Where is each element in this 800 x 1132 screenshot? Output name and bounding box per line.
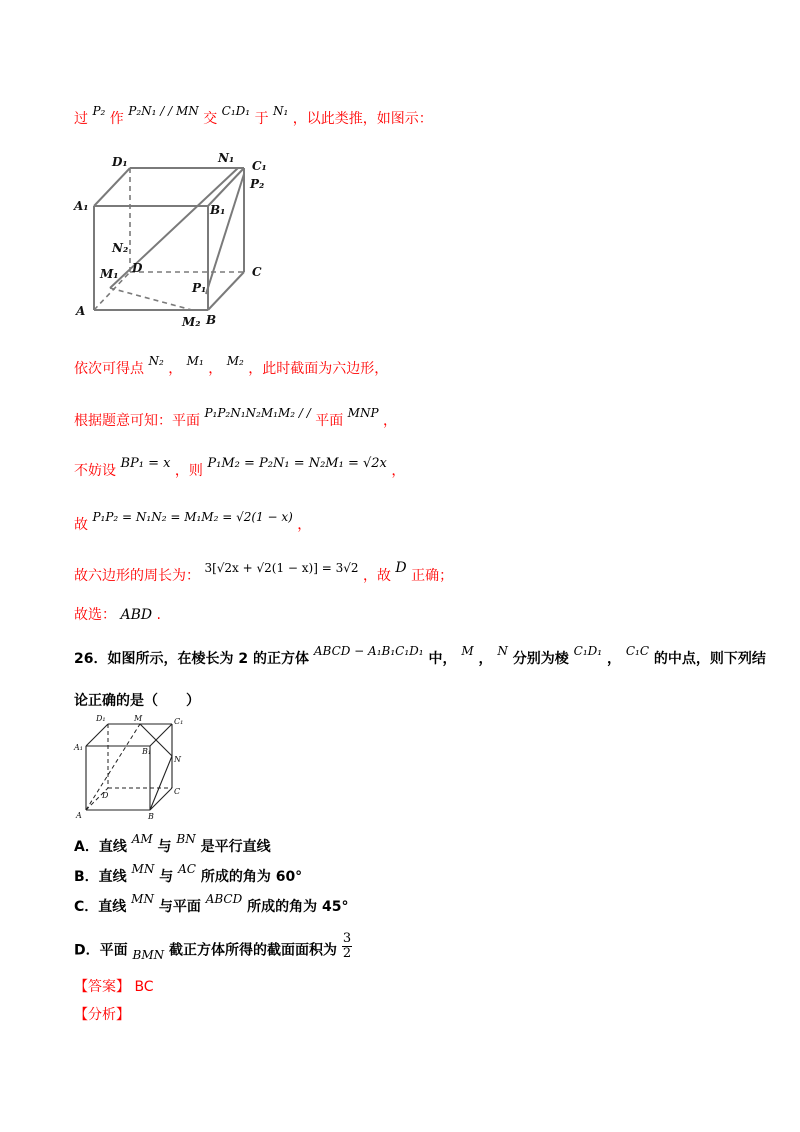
math-cube-name: ABCD − A₁B₁C₁D₁ xyxy=(313,644,424,658)
label-p1: P₁ xyxy=(192,281,207,295)
label-d1: D₁ xyxy=(112,155,128,169)
text: ， xyxy=(208,361,223,377)
math-perimeter: 3[√2x + √2(1 − x)] = 3√2 xyxy=(204,561,359,575)
label-a: A xyxy=(76,811,82,820)
section-m1-n1 xyxy=(110,168,238,288)
text: ， xyxy=(478,651,493,667)
label-a: A xyxy=(76,304,86,318)
edge-b1c1 xyxy=(150,724,172,746)
analysis-label: 【分析】 xyxy=(74,1007,130,1023)
text: 所成的角为 60° xyxy=(200,869,303,885)
text: 论正确的是（ ） xyxy=(74,693,200,709)
label-d: D xyxy=(102,791,109,800)
math-am: AM xyxy=(131,832,153,846)
answer-label: 【答案】 xyxy=(74,979,130,995)
label-c1: C₁ xyxy=(252,159,267,173)
solution-line-1 xyxy=(74,104,433,128)
text: ， xyxy=(606,651,621,667)
label-d1: D₁ xyxy=(96,714,106,723)
math-n2: N₂ xyxy=(148,354,164,368)
label-n2: N₂ xyxy=(112,241,129,255)
math-bp1-eq-x: BP₁ = x xyxy=(120,456,171,471)
text: 根据题意可知：平面 xyxy=(74,413,200,429)
label-b1: B₁ xyxy=(142,747,152,756)
answer-value: BC xyxy=(134,979,154,995)
math-mn: MN xyxy=(131,862,155,876)
text: 截正方体所得的截面面积为 xyxy=(168,942,337,959)
math-c1c: C₁C xyxy=(625,644,650,658)
solution-line-4 xyxy=(74,456,406,480)
math-c1d1: C₁D₁ xyxy=(573,644,603,658)
segment-bn xyxy=(150,756,172,810)
text: ， xyxy=(383,413,397,429)
label-c: C xyxy=(252,265,262,279)
math-bmn: BMN xyxy=(132,947,165,962)
text: 分别为棱 xyxy=(512,651,569,667)
option-a xyxy=(74,832,271,856)
label-b: B xyxy=(148,812,154,820)
label-n: N xyxy=(174,755,181,764)
text: ，此时截面为六边形， xyxy=(248,361,389,377)
analysis-line xyxy=(74,1004,130,1024)
text: ， xyxy=(391,463,406,479)
text: 依次可得点 xyxy=(74,361,144,377)
math-side-lengths: P₁M₂ = P₂N₁ = N₂M₁ = √2x xyxy=(207,456,387,471)
label-n1: N₁ xyxy=(218,151,235,165)
question-number-text: 26．如图所示，在棱长为 2 的正方体 xyxy=(74,651,309,667)
text: 作 xyxy=(109,111,124,127)
text: 的中点，则下列结 xyxy=(653,651,766,667)
label-a1: A₁ xyxy=(74,743,83,752)
answer-line xyxy=(74,976,154,996)
text: 过 xyxy=(74,111,88,127)
math-mnp: MNP xyxy=(347,406,379,420)
math-other-sides: P₁P₂ = N₁N₂ = M₁M₂ = √2(1 − x) xyxy=(92,510,293,524)
math-m2: M₂ xyxy=(226,354,244,368)
edge-bc xyxy=(150,788,172,810)
text: 与平面 xyxy=(158,899,201,915)
solution-line-6 xyxy=(74,560,454,585)
edge-bc xyxy=(208,272,244,310)
fraction-3-over-2 xyxy=(342,932,352,961)
math-n: N xyxy=(497,644,508,658)
text: ， xyxy=(297,517,312,533)
text: D．平面 xyxy=(74,942,128,959)
label-m1: M₁ xyxy=(100,267,119,281)
text: 与 xyxy=(159,869,174,885)
label-d: D xyxy=(132,261,143,275)
fraction-denominator: 2 xyxy=(342,946,352,961)
hidden-section-m1-m2 xyxy=(110,288,192,310)
text: 所成的角为 45° xyxy=(247,899,349,915)
solution-line-2 xyxy=(74,354,389,378)
math-abcd: ABCD xyxy=(205,892,243,906)
text: 故六边形的周长为： xyxy=(74,568,200,584)
text: 中， xyxy=(428,651,457,667)
text: 不妨设 xyxy=(74,463,116,479)
math-d: D xyxy=(395,560,407,576)
label-c: C xyxy=(174,787,181,796)
text: 平面 xyxy=(315,413,344,429)
math-plane-hexagon-parallel: P₁P₂N₁N₂M₁M₂ / / xyxy=(204,406,311,420)
math-bn: BN xyxy=(176,832,196,846)
text: 交 xyxy=(203,111,218,127)
option-b xyxy=(74,862,303,886)
math-abd: ABD xyxy=(120,607,153,623)
text: ，则 xyxy=(174,463,203,479)
fraction-numerator: 3 xyxy=(342,931,352,946)
cube-figure-hexagon-section xyxy=(70,148,280,333)
math-m1: M₁ xyxy=(186,354,204,368)
text: A．直线 xyxy=(74,839,127,855)
label-c1: C₁ xyxy=(174,717,184,726)
math-p2: P₂ xyxy=(92,104,106,118)
edge-a1d1 xyxy=(86,724,108,746)
solution-line-5 xyxy=(74,510,312,534)
math-p2n1-parallel-mn: P₂N₁ / / MN xyxy=(128,104,199,118)
text: 与 xyxy=(157,839,172,855)
cube-figure-mn xyxy=(72,712,192,820)
label-a1: A₁ xyxy=(74,199,89,213)
text: 正确； xyxy=(411,568,454,584)
label-b1: B₁ xyxy=(210,203,226,217)
label-m2: M₂ xyxy=(182,315,201,329)
text: 是平行直线 xyxy=(200,839,271,855)
hidden-segment-am xyxy=(86,724,140,810)
label-b: B xyxy=(206,313,217,327)
text: ， xyxy=(168,361,183,377)
text: C．直线 xyxy=(74,899,127,915)
math-ac: AC xyxy=(178,862,196,876)
option-c xyxy=(74,892,349,916)
option-d xyxy=(74,931,352,965)
math-mn: MN xyxy=(131,892,154,906)
edge-a1d1 xyxy=(94,168,130,206)
solution-line-3 xyxy=(74,406,397,430)
text: . xyxy=(156,607,161,623)
text: ，故 xyxy=(362,568,391,584)
text: ，以此类推，如图示： xyxy=(292,111,433,127)
math-n1: N₁ xyxy=(273,104,289,118)
text: 故 xyxy=(74,517,88,533)
question-26-line-1 xyxy=(74,644,766,668)
math-c1d1: C₁D₁ xyxy=(221,104,251,118)
text: B．直线 xyxy=(74,869,127,885)
edge-b1c1 xyxy=(208,168,244,206)
solution-line-7 xyxy=(74,604,161,624)
label-p2: P₂ xyxy=(250,177,265,191)
text: 于 xyxy=(254,111,269,127)
text: 故选： xyxy=(74,607,116,623)
label-m: M xyxy=(134,714,143,723)
question-26-line-2 xyxy=(74,690,200,710)
math-m: M xyxy=(461,644,474,658)
